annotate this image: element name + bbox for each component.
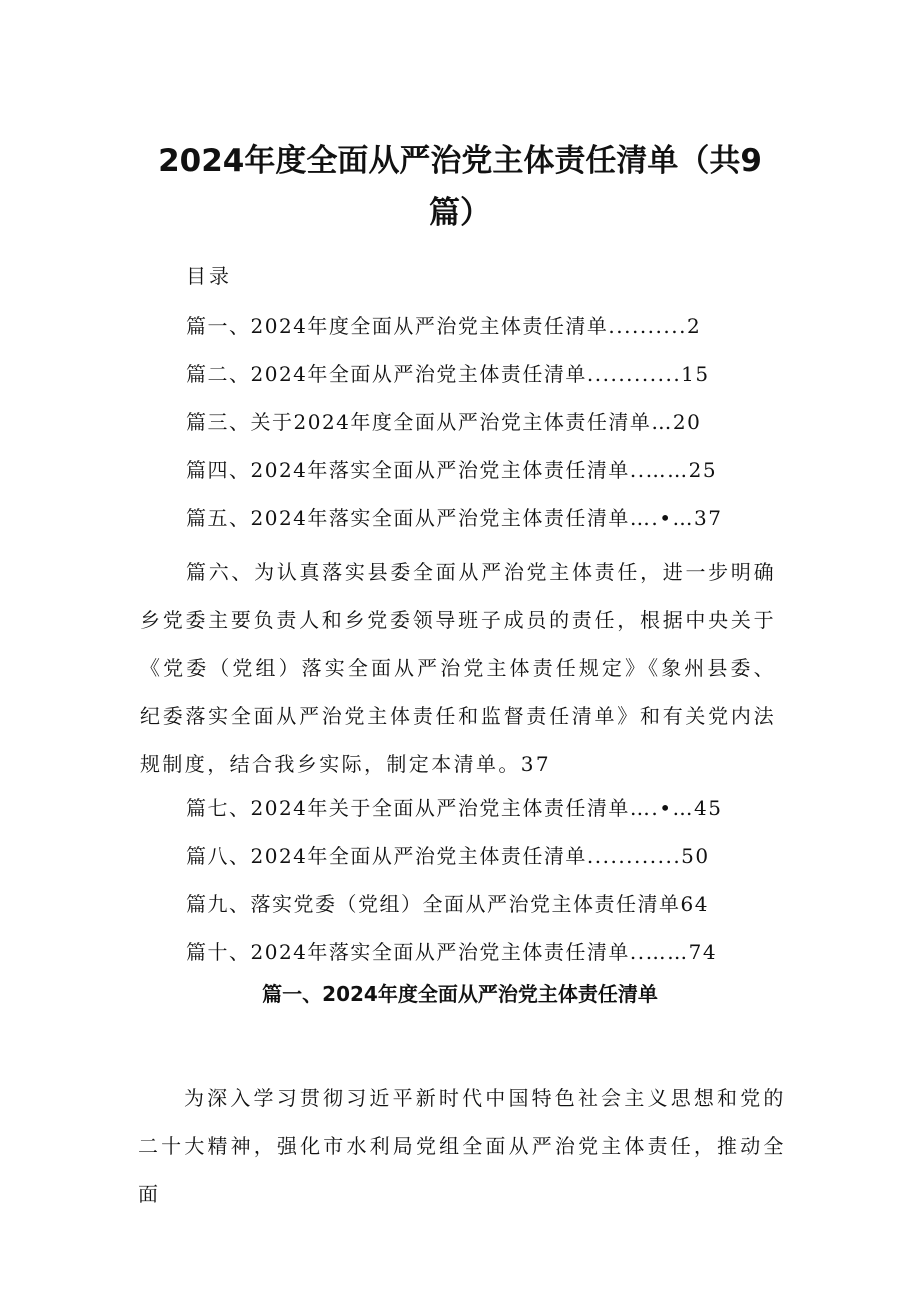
toc-item-4[interactable]: 篇四、2024年落实全面从严治党主体责任清单..……25 (186, 458, 718, 482)
document-title-line-2: 篇） (429, 195, 491, 231)
toc-heading: 目录 (186, 264, 232, 288)
toc-item-2[interactable]: 篇二、2024年全面从严治党主体责任清单............15 (186, 362, 710, 386)
body-paragraph: 为深入学习贯彻习近平新时代中国特色社会主义思想和党的二十大精神，强化市水利局党组全面从严治党主体责任，推动全面 (138, 1086, 786, 1206)
toc-item-7[interactable]: 篇七、2024年关于全面从严治党主体责任清单….•…45 (186, 796, 723, 820)
toc-item-6[interactable]: 篇六、为认真落实县委全面从严治党主体责任，进一步明确乡党委主要负责人和乡党委领导班子成员的责任，根据中央关于《党委（党组）落实全面从严治党主体责任规定》《象州县委、纪委落实全面从严治党主体责任和监督责任清单》和有关党内法规制度，结合我乡实际，制定本清单。37 (140, 560, 776, 776)
toc-item-9[interactable]: 篇九、落实党委（党组）全面从严治党主体责任清单64 (186, 892, 709, 916)
section-title: 篇一、2024年度全面从严治党主体责任清单 (262, 982, 658, 1006)
toc-item-1[interactable]: 篇一、2024年度全面从严治党主体责任清单..........2 (186, 314, 702, 338)
toc-item-3[interactable]: 篇三、关于2024年度全面从严治党主体责任清单…20 (186, 410, 702, 434)
toc-item-5[interactable]: 篇五、2024年落实全面从严治党主体责任清单….•…37 (186, 506, 723, 530)
document-title-line-1: 2024年度全面从严治党主体责任清单（共9 (158, 143, 762, 179)
toc-item-8[interactable]: 篇八、2024年全面从严治党主体责任清单............50 (186, 844, 710, 868)
toc-item-10[interactable]: 篇十、2024年落实全面从严治党主体责任清单..……74 (186, 940, 718, 964)
